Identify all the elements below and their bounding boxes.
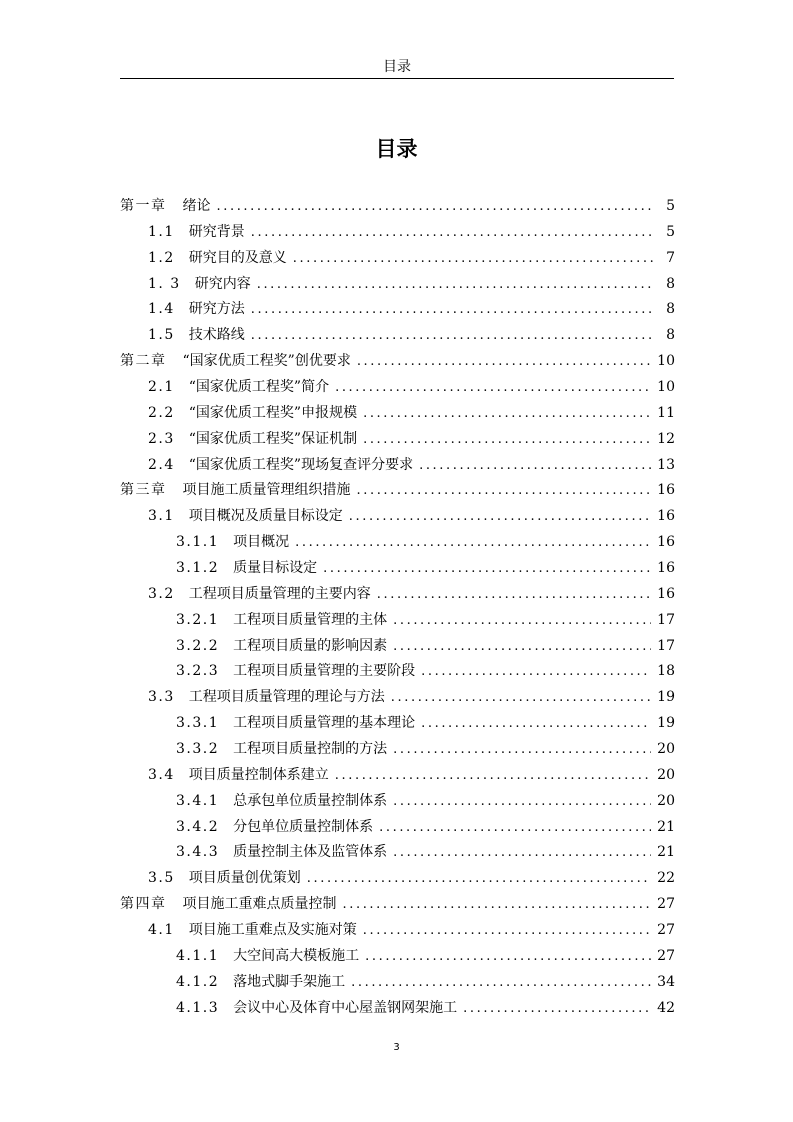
toc-entry-title: 项目概况及质量目标设定 xyxy=(188,508,343,525)
toc-entry-page: 42 xyxy=(657,999,675,1016)
toc-entry-number: 第二章 xyxy=(120,353,167,370)
toc-dot-leader xyxy=(293,246,655,272)
toc-entry[interactable] xyxy=(120,866,675,892)
toc-entry-number: 3.4.1 xyxy=(176,792,220,809)
toc-entry-page: 5 xyxy=(666,198,675,214)
toc-entry-number: 1.1 xyxy=(148,223,175,240)
toc-entry-number: 3.1 xyxy=(148,508,175,525)
toc-entry[interactable] xyxy=(120,970,675,996)
toc-entry-title: 质量控制主体及监管体系 xyxy=(233,844,388,861)
toc-entry[interactable] xyxy=(120,918,675,944)
toc-entry[interactable] xyxy=(120,194,675,220)
toc-entry-number: 4.1.2 xyxy=(176,973,220,990)
toc-entry-page: 5 xyxy=(666,223,675,240)
toc-entry-page: 16 xyxy=(657,560,675,577)
toc-dot-leader xyxy=(335,375,651,401)
toc-entry-page: 10 xyxy=(657,353,675,370)
toc-entry-number: 4.1.1 xyxy=(176,947,220,964)
toc-dot-leader xyxy=(393,634,651,660)
toc-entry-title: 项目概况 xyxy=(233,534,290,551)
toc-entry-page: 11 xyxy=(657,404,675,421)
toc-entry[interactable] xyxy=(120,427,675,453)
toc-entry[interactable] xyxy=(120,789,675,815)
toc-entry-page: 16 xyxy=(657,508,675,525)
toc-entry-number: 2.4 xyxy=(148,456,175,473)
toc-entry[interactable] xyxy=(120,737,675,763)
toc-dot-leader xyxy=(421,711,651,737)
toc-entry-number: 3.2.3 xyxy=(176,663,220,680)
toc-entry-title: “国家优质工程奖”申报规模 xyxy=(188,404,358,421)
toc-entry[interactable] xyxy=(120,892,675,918)
toc-dot-leader xyxy=(257,272,655,298)
toc-dot-leader xyxy=(323,556,651,582)
page-title: 目录 xyxy=(375,137,418,161)
toc-entry-number: 3.2.1 xyxy=(176,611,220,628)
toc-entry[interactable] xyxy=(120,453,675,479)
toc-entry[interactable] xyxy=(120,530,675,556)
toc-entry-number: 3.3.1 xyxy=(176,715,220,732)
toc-dot-leader xyxy=(251,220,655,246)
toc-dot-leader xyxy=(393,737,651,763)
toc-entry-page: 20 xyxy=(657,741,675,758)
toc-dot-leader xyxy=(419,453,651,479)
toc-entry-title: 技术路线 xyxy=(188,327,245,344)
toc-dot-leader xyxy=(393,789,651,815)
toc-entry-page: 20 xyxy=(657,766,675,783)
toc-dot-leader xyxy=(335,763,651,789)
page-number: 3 xyxy=(393,1042,400,1053)
toc-dot-leader xyxy=(363,401,651,427)
toc-entry[interactable] xyxy=(120,634,675,660)
toc-dot-leader xyxy=(357,349,651,375)
toc-dot-leader xyxy=(349,504,651,530)
toc-entry-title: 质量目标设定 xyxy=(233,560,318,577)
toc-entry-number: 3.3.2 xyxy=(176,741,220,758)
toc-entry-number: 3.5 xyxy=(148,870,175,887)
toc-entry-title: 研究目的及意义 xyxy=(188,249,287,266)
toc-entry[interactable] xyxy=(120,582,675,608)
toc-dot-leader xyxy=(251,297,655,323)
toc-entry-number: 1.4 xyxy=(148,301,175,318)
toc-dot-leader xyxy=(391,685,651,711)
toc-entry-page: 34 xyxy=(657,973,675,990)
toc-entry-page: 16 xyxy=(657,482,675,499)
toc-entry-title: 落地式脚手架施工 xyxy=(233,973,346,990)
toc-dot-leader xyxy=(363,918,651,944)
toc-entry-title: 研究背景 xyxy=(188,223,245,240)
toc-entry[interactable] xyxy=(120,944,675,970)
running-header: 目录 xyxy=(383,59,411,75)
toc-entry-page: 17 xyxy=(657,611,675,628)
toc-entry[interactable] xyxy=(120,297,675,323)
toc-entry-title: 绪论 xyxy=(182,198,211,214)
toc-entry-page: 21 xyxy=(657,844,675,861)
toc-entry-page: 8 xyxy=(666,327,675,344)
toc-entry-number: 4.1.3 xyxy=(176,999,220,1016)
toc-entry[interactable] xyxy=(120,815,675,841)
toc-entry-page: 21 xyxy=(657,818,675,835)
table-of-contents xyxy=(120,194,675,1022)
toc-dot-leader xyxy=(377,582,651,608)
toc-entry-title: 项目质量创优策划 xyxy=(188,870,301,887)
toc-entry[interactable] xyxy=(120,349,675,375)
toc-entry[interactable] xyxy=(120,763,675,789)
toc-entry-title: “国家优质工程奖”现场复查评分要求 xyxy=(188,456,414,473)
toc-entry-page: 13 xyxy=(657,456,675,473)
toc-dot-leader xyxy=(307,866,651,892)
toc-dot-leader xyxy=(463,996,651,1022)
toc-entry[interactable] xyxy=(120,504,675,530)
toc-entry-title: “国家优质工程奖”创优要求 xyxy=(182,353,351,370)
toc-entry[interactable] xyxy=(120,608,675,634)
toc-entry-number: 4.1 xyxy=(148,922,175,939)
toc-entry-number: 第一章 xyxy=(120,198,167,214)
toc-entry-number: 3.2.2 xyxy=(176,637,220,654)
toc-entry-page: 27 xyxy=(657,947,675,964)
toc-entry-number: 3.1.2 xyxy=(176,560,220,577)
toc-entry-page: 19 xyxy=(657,689,675,706)
toc-entry-title: 工程项目质量管理的理论与方法 xyxy=(188,689,385,706)
toc-entry-number: 第四章 xyxy=(120,896,167,913)
toc-entry-title: 工程项目质量管理的基本理论 xyxy=(233,715,416,732)
toc-entry-number: 3.3 xyxy=(148,689,175,706)
toc-entry-page: 10 xyxy=(657,379,675,396)
toc-entry-title: 会议中心及体育中心屋盖钢网架施工 xyxy=(233,999,458,1016)
toc-entry-page: 16 xyxy=(657,534,675,551)
toc-dot-leader xyxy=(365,944,651,970)
toc-entry-title: 项目施工重难点及实施对策 xyxy=(188,922,357,939)
toc-entry[interactable] xyxy=(120,659,675,685)
toc-entry-number: 3.2 xyxy=(148,585,175,602)
toc-entry-title: 分包单位质量控制体系 xyxy=(233,818,374,835)
toc-dot-leader xyxy=(421,659,651,685)
toc-entry-title: 项目质量控制体系建立 xyxy=(188,766,329,783)
toc-entry-number: 3.1.1 xyxy=(176,534,220,551)
toc-entry-number: 1.2 xyxy=(148,249,175,266)
toc-entry-page: 8 xyxy=(666,275,675,292)
toc-entry[interactable] xyxy=(120,401,675,427)
toc-entry-page: 18 xyxy=(657,663,675,680)
toc-dot-leader xyxy=(393,840,651,866)
toc-entry[interactable] xyxy=(120,685,675,711)
toc-entry-title: 大空间高大模板施工 xyxy=(233,947,360,964)
toc-entry[interactable] xyxy=(120,220,675,246)
toc-entry[interactable] xyxy=(120,711,675,737)
toc-entry-page: 27 xyxy=(657,922,675,939)
toc-entry-title: 项目施工质量管理组织措施 xyxy=(182,482,351,499)
toc-entry-number: 3.4.2 xyxy=(176,818,220,835)
toc-dot-leader xyxy=(363,427,651,453)
toc-entry-page: 7 xyxy=(666,249,675,266)
toc-entry-title: 工程项目质量管理的主要内容 xyxy=(188,585,371,602)
toc-entry-number: 3.4.3 xyxy=(176,844,220,861)
toc-entry-title: “国家优质工程奖”保证机制 xyxy=(188,430,358,447)
toc-entry-number: 2.1 xyxy=(148,379,175,396)
toc-dot-leader xyxy=(379,815,651,841)
toc-entry-page: 17 xyxy=(657,637,675,654)
toc-entry-number: 2.3 xyxy=(148,430,175,447)
toc-entry-title: 工程项目质量的影响因素 xyxy=(233,637,388,654)
toc-entry-page: 12 xyxy=(657,430,675,447)
toc-entry[interactable] xyxy=(120,246,675,272)
toc-entry[interactable] xyxy=(120,323,675,349)
toc-entry-page: 8 xyxy=(666,301,675,318)
toc-entry[interactable] xyxy=(120,840,675,866)
toc-entry-number: 1. 3 xyxy=(148,275,181,292)
toc-entry[interactable] xyxy=(120,272,675,298)
toc-entry-number: 第三章 xyxy=(120,482,167,499)
toc-entry-title: 项目施工重难点质量控制 xyxy=(182,896,337,913)
toc-entry-title: 研究内容 xyxy=(194,275,251,292)
toc-entry-page: 20 xyxy=(657,792,675,809)
toc-entry-title: 研究方法 xyxy=(188,301,245,318)
header-rule xyxy=(120,78,674,79)
toc-entry-number: 1.5 xyxy=(148,327,175,344)
toc-dot-leader xyxy=(251,323,655,349)
toc-entry-page: 16 xyxy=(657,585,675,602)
toc-entry-title: “国家优质工程奖”简介 xyxy=(188,379,330,396)
toc-entry[interactable] xyxy=(120,556,675,582)
toc-dot-leader xyxy=(217,194,656,220)
toc-entry[interactable] xyxy=(120,996,675,1022)
toc-entry-title: 工程项目质量管理的主要阶段 xyxy=(233,663,416,680)
toc-entry-title: 总承包单位质量控制体系 xyxy=(233,792,388,809)
toc-entry-title: 工程项目质量控制的方法 xyxy=(233,741,388,758)
toc-entry-title: 工程项目质量管理的主体 xyxy=(233,611,388,628)
toc-dot-leader xyxy=(295,530,651,556)
toc-entry-page: 19 xyxy=(657,715,675,732)
toc-dot-leader xyxy=(343,892,652,918)
toc-entry-page: 27 xyxy=(657,896,675,913)
toc-dot-leader xyxy=(393,608,651,634)
toc-entry-number: 2.2 xyxy=(148,404,175,421)
toc-entry-number: 3.4 xyxy=(148,766,175,783)
toc-dot-leader xyxy=(357,478,652,504)
toc-entry[interactable] xyxy=(120,375,675,401)
toc-dot-leader xyxy=(351,970,651,996)
toc-entry[interactable] xyxy=(120,478,675,504)
toc-entry-page: 22 xyxy=(657,870,675,887)
